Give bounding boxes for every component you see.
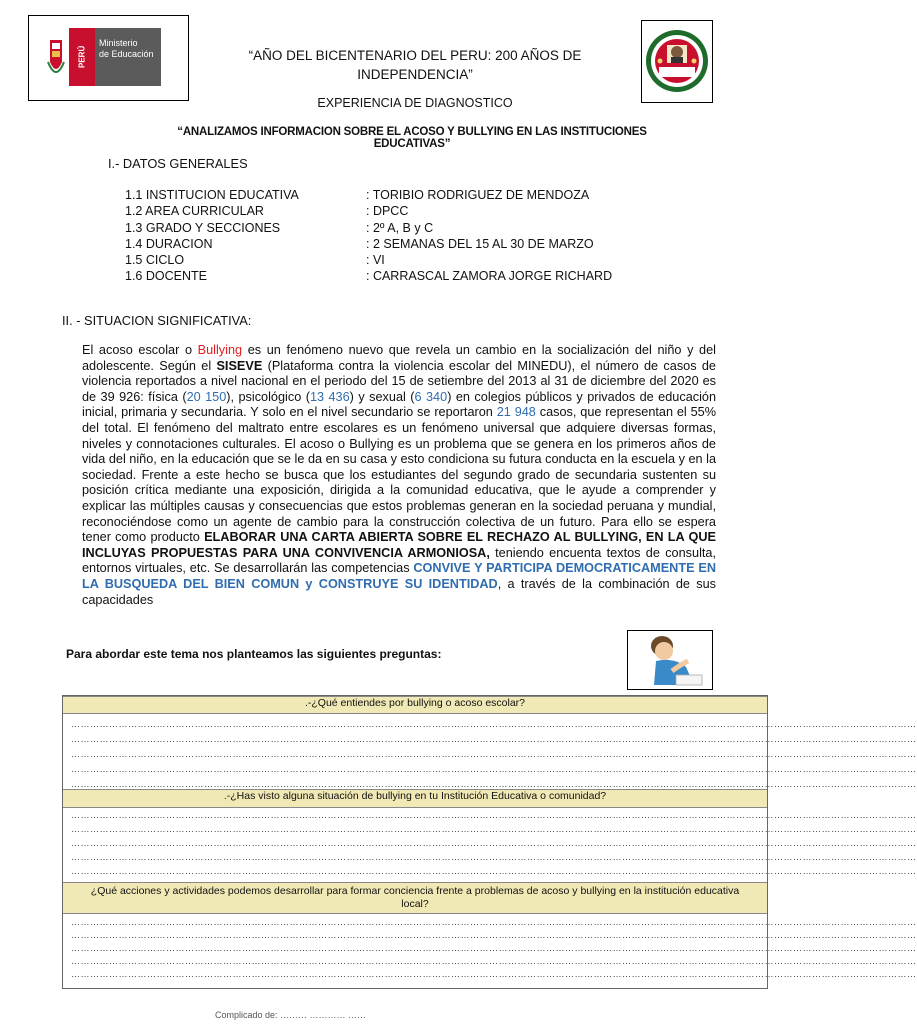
peru-shield-icon: [47, 32, 65, 84]
ministry-logo-box: [28, 15, 189, 101]
para-text: teniendo encuenta textos de consulta, entornos virtuales, etc. Se desarrollarán las competencias: [82, 545, 716, 576]
para-text: , a través de la combinación de sus capacidades: [82, 576, 716, 607]
datos-row: [125, 220, 725, 236]
datos-label: 1.6 DOCENTE: [125, 269, 207, 284]
year-title-line2: INDEPENDENCIA”: [357, 67, 473, 82]
year-title-line1: “AÑO DEL BICENTENARIO DEL PERU: 200 AÑOS DE: [248, 48, 582, 63]
answer-line[interactable]: ……………………………………………………………………………………………………………………………………………………………………………………………………………………………………………: [71, 943, 917, 953]
answer-line[interactable]: ……………………………………………………………………………………………………………………………………………………………………………………………………………………………………………: [71, 956, 917, 966]
datos-label: 1.3 GRADO Y SECCIONES: [125, 220, 281, 235]
datos-value: : DPCC: [366, 204, 409, 219]
school-emblem-icon: [642, 21, 712, 102]
answer-line[interactable]: ……………………………………………………………………………………………………………………………………………………………………………………………………………………………………………: [71, 852, 917, 862]
ministry-line1: Ministerio: [99, 38, 138, 48]
situacion-paragraph: [82, 343, 716, 608]
datos-row: [125, 236, 725, 252]
peru-label: PERÚ: [69, 28, 95, 86]
datos-row: [125, 187, 725, 203]
answer-line[interactable]: ……………………………………………………………………………………………………………………………………………………………………………………………………………………………………………: [71, 917, 917, 927]
answer-line[interactable]: ……………………………………………………………………………………………………………………………………………………………………………………………………………………………………………: [71, 930, 917, 940]
datos-generales-heading: I.- DATOS GENERALES: [108, 156, 248, 171]
para-text: casos, que representan el 55% del total. El fenómeno del maltrato entre escolares es un fenómeno universal que adquiere diversas formas, niveles y connotaciones culturales. El acoso o Bullying es un problema que se genera en los primeros años de vida del niño, en la educación que se le da en su casa y esto condiciona su futura conducta en la escuela y en la sociedad. Frente a este hecho se busca que los estudiantes del segundo grado de secundaria sustenten su posición crítica mediante una exposición, dirigida a la comunidad educativa, que le ayude a comprender y explicar las múltiples causas y consecuencias que estos problemas generan en la sociedad peruana y mundial, reconociéndose como un agente de cambio para la construcción colectiva de un futuro. Para ello se espera tener como producto: [82, 405, 716, 545]
psicologico-number: 13 436: [309, 389, 350, 404]
competencias-text: CONVIVE Y PARTICIPA DEMOCRATICAMENTE EN LA BUSQUEDA DEL BIEN COMUN y CONSTRUYE SU IDENTIDAD: [82, 561, 717, 591]
datos-label: 1.1 INSTITUCION EDUCATIVA: [125, 188, 299, 202]
datos-value: : VI: [366, 253, 385, 268]
experience-title: EXPERIENCIA DE DIAGNOSTICO: [317, 96, 513, 110]
main-title: “ANALIZAMOS INFORMACION SOBRE EL ACOSO Y BULLYING EN LAS INSTITUCIONES EDUCATIVAS”: [177, 126, 647, 150]
school-emblem-box: [641, 20, 713, 103]
datos-generales-list: [125, 187, 725, 285]
datos-label: 1.5 CICLO: [125, 253, 185, 268]
preguntas-intro: Para abordar este tema nos planteamos las siguientes preguntas:: [66, 647, 442, 661]
producto-text: ELABORAR UNA CARTA ABIERTA SOBRE EL RECHAZO AL BULLYING, EN LA QUE INCLUYAS PROPUESTAS PARA UNA CONVIVENCIA ARMONIOSA,: [82, 530, 716, 560]
datos-label: 1.4 DURACION: [125, 236, 213, 251]
footer-cut-text: Complicado de: ……… ………… ……: [215, 1010, 367, 1020]
answer-line[interactable]: ……………………………………………………………………………………………………………………………………………………………………………………………………………………………………………: [71, 810, 917, 820]
bullying-word: Bullying: [197, 343, 243, 357]
datos-label: 1.2 AREA CURRICULAR: [125, 204, 264, 219]
ministry-name: [95, 28, 161, 86]
answer-line[interactable]: ……………………………………………………………………………………………………………………………………………………………………………………………………………………………………………: [71, 838, 917, 848]
answer-line[interactable]: ……………………………………………………………………………………………………………………………………………………………………………………………………………………………………………: [71, 779, 917, 789]
question-header: .-¿Has visto alguna situación de bullying en tu Institución Educativa o comunidad?: [63, 789, 767, 808]
secundaria-number: 21 948: [496, 405, 536, 420]
year-title: [200, 46, 630, 84]
datos-value: : 2 SEMANAS DEL 15 AL 30 DE MARZO: [366, 236, 594, 251]
answer-line[interactable]: ……………………………………………………………………………………………………………………………………………………………………………………………………………………………………………: [71, 764, 917, 774]
para-text: El acoso escolar o: [82, 343, 198, 357]
questions-table: [62, 695, 917, 989]
datos-row: [125, 203, 725, 219]
answer-line[interactable]: ……………………………………………………………………………………………………………………………………………………………………………………………………………………………………………: [71, 749, 917, 759]
fisica-number: 20 150: [186, 389, 227, 404]
answer-line[interactable]: ……………………………………………………………………………………………………………………………………………………………………………………………………………………………………………: [71, 734, 917, 744]
thinking-student-icon: [628, 631, 712, 689]
question-header: ¿Qué acciones y actividades podemos desarrollar para formar conciencia frente a problemas de acoso y bullying en la institución educativa local?: [63, 882, 767, 914]
sexual-number: 6 340: [414, 389, 448, 404]
answer-line[interactable]: ……………………………………………………………………………………………………………………………………………………………………………………………………………………………………………: [71, 824, 917, 834]
para-text: ) y sexual (: [349, 389, 415, 404]
datos-row: [125, 252, 725, 268]
datos-row: [125, 268, 725, 284]
datos-value: : CARRASCAL ZAMORA JORGE RICHARD: [366, 269, 613, 284]
situacion-heading: II. - SITUACION SIGNIFICATIVA:: [62, 313, 252, 328]
siseve-word: SISEVE: [216, 358, 263, 373]
question-header: .-¿Qué entiendes por bullying o acoso escolar?: [63, 696, 767, 714]
para-text: (Plataforma contra la violencia escolar del MINEDU), el número de casos de violencia reportados a nivel nacional en el periodo del 15 de setiembre del 2013 al 31 de diciembre del 2020 es de 39 926: física (: [82, 358, 716, 404]
para-text: es un fenómeno nuevo que revela un cambio en la socialización del niño y del adolescente. Según el: [82, 343, 716, 373]
datos-value: : TORIBIO RODRIGUEZ DE MENDOZA: [366, 188, 590, 202]
student-illustration: [627, 630, 713, 690]
ministry-line2: de Educación: [99, 49, 154, 59]
answer-line[interactable]: ……………………………………………………………………………………………………………………………………………………………………………………………………………………………………………: [71, 969, 917, 979]
para-text: ) en colegios públicos y privados de educación inicial, primaria y secundaria. Y solo en el nivel secundario se reportaron: [82, 389, 717, 420]
datos-value: : 2º A, B y C: [366, 220, 434, 235]
answer-line[interactable]: ……………………………………………………………………………………………………………………………………………………………………………………………………………………………………………: [71, 719, 917, 729]
para-text: ), psicológico (: [226, 389, 310, 404]
answer-line[interactable]: ……………………………………………………………………………………………………………………………………………………………………………………………………………………………………………: [71, 866, 917, 876]
